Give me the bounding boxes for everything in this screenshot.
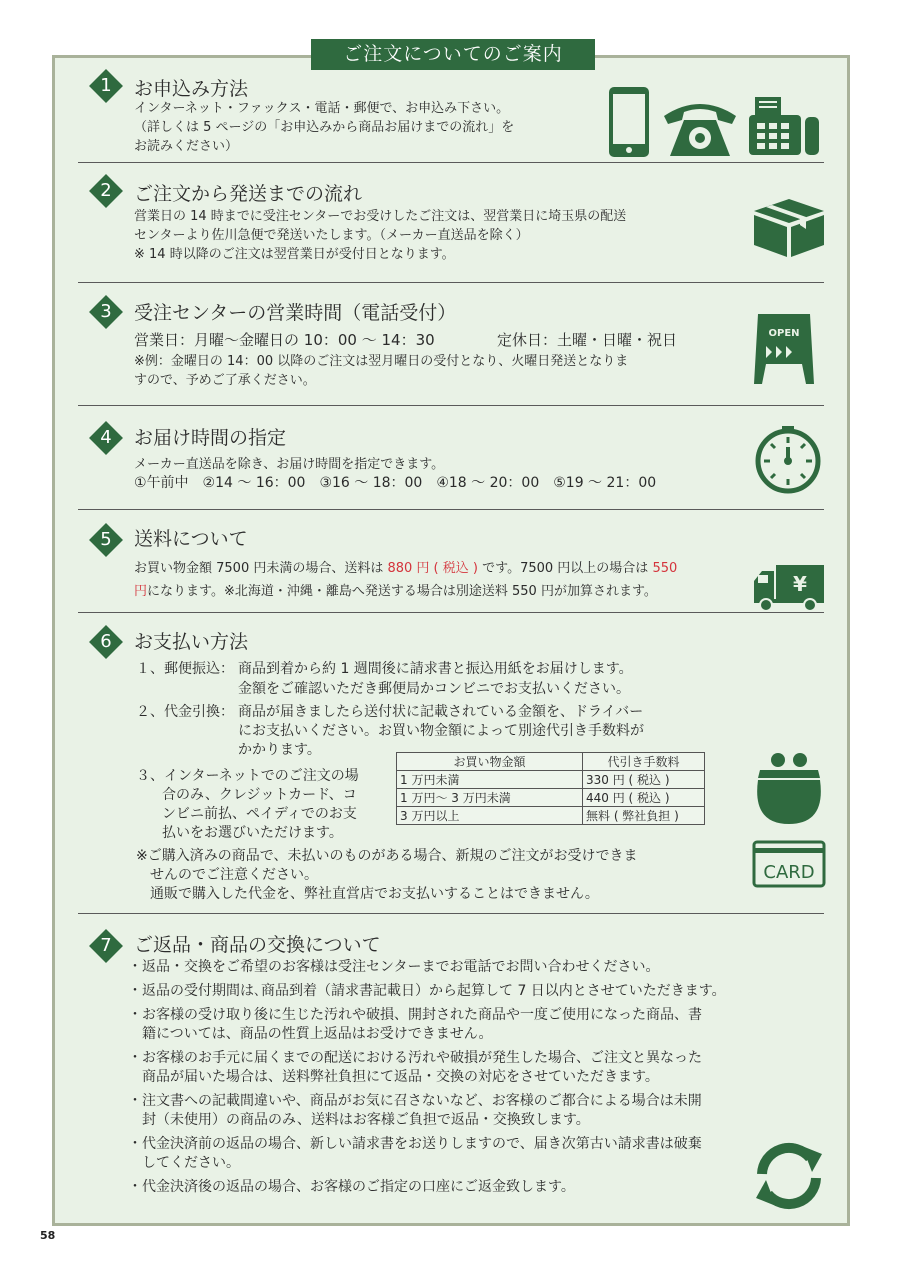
section-text: お読みください） — [134, 139, 239, 154]
divider — [78, 282, 824, 283]
table-row — [397, 771, 705, 789]
returns-text: ・返品の受付期間は､商品到着（請求書記載日）から起算して 7 日以内とさせていただきます。 — [128, 983, 726, 999]
section-text: ※ 14 時以降のご注文は翌営業日が受付日となります。 — [134, 247, 455, 262]
table-row — [397, 789, 705, 807]
shipping-fee-amount: 880 円 ( 税込 ) — [387, 561, 478, 576]
business-hours-text: 営業日：月曜～金曜日の 10：00 ～ 14：30 — [134, 331, 435, 349]
table-header-row — [397, 753, 705, 771]
table-cell: 330 円 ( 税込 ) — [583, 771, 705, 789]
section-text: メーカー直送品を除き、お届け時間を指定できます。 — [134, 457, 445, 472]
section-title-business-hours: 受注センターの営業時間（電話受付） — [134, 302, 457, 324]
section-text: （詳しくは 5 ページの「お申込みから商品お届けまでの流れ」を — [134, 120, 515, 135]
shipping-fee-text: 円になります。※北海道・沖縄・離島へ発送する場合は別途送料 550 円が加算されます。 — [134, 584, 657, 599]
section-number-6: 6 — [90, 626, 122, 658]
returns-text: ・代金決済後の返品の場合、お客様のご指定の口座にご返金致します。 — [128, 1179, 575, 1195]
returns-text: ・代金決済前の返品の場合、新しい請求書をお送りしますので、届き次第古い請求書は破棄 — [128, 1136, 702, 1152]
divider — [78, 405, 824, 406]
payment-item-text: 商品到着から約 1 週間後に請求書と振込用紙をお届けします。 — [238, 661, 633, 677]
section-title-order-method: お申込み方法 — [134, 78, 249, 100]
payment-item-label: １、郵便振込： — [136, 661, 234, 677]
shipping-fee-text: お買い物金額 7500 円未満の場合、送料は 880 円 ( 税込 ) です。7500 円以上の場合は 550 — [134, 561, 678, 576]
returns-text: 商品が届いた場合は、送料弊社負担にて返品・交換の対応をさせていただきます。 — [128, 1069, 659, 1085]
payment-item-text: かかります。 — [238, 742, 321, 758]
delivery-truck-icon — [752, 563, 826, 613]
payment-item-text: ンビニ前払、ペイディでのお支 — [162, 806, 357, 822]
returns-text: 封（未使用）の商品のみ、送料はお客様ご負担で返品・交換致します。 — [128, 1112, 590, 1128]
returns-text: ・注文書への記載間違いや、商品がお気に召さないなど、お客様のご都合による場合は未開 — [128, 1093, 702, 1109]
section-number-5: 5 — [90, 524, 122, 556]
returns-text: してください。 — [128, 1155, 240, 1171]
table-cell: 無料 ( 弊社負担 ) — [583, 807, 705, 825]
svg-text:OPEN: OPEN — [768, 328, 800, 339]
section-title-payment-method: お支払い方法 — [134, 631, 249, 653]
section-number-1: 1 — [90, 70, 122, 102]
section-title-shipping-fee: 送料について — [134, 528, 248, 550]
clock-icon — [752, 423, 824, 495]
payment-item-text: 払いをお選びいただけます。 — [162, 825, 343, 841]
returns-text: ・お客様のお手元に届くまでの配送における汚れや破損が発生した場合、ご注文と異なった — [128, 1050, 702, 1066]
table-row — [397, 807, 705, 825]
section-number-2: 2 — [90, 175, 122, 207]
svg-text:CARD: CARD — [763, 862, 815, 883]
payment-note: 通販で購入した代金を、弊社直営店でお支払いすることはできません。 — [150, 886, 599, 902]
table-header: 代引き手数料 — [583, 753, 705, 771]
section-number-4: 4 — [90, 422, 122, 454]
returns-text: ・返品・交換をご希望のお客様は受注センターまでお電話でお問い合わせください。 — [128, 959, 660, 975]
divider — [78, 162, 824, 163]
time-slots-text: ①午前中 ②14 ～ 16：00 ③16 ～ 18：00 ④18 ～ 20：00 ⑤19 ～ 21：00 — [134, 475, 657, 491]
section-text: すので、予めご了承ください。 — [134, 373, 316, 388]
payment-note: ※ご購入済みの商品で、未払いのものがある場合、新規のご注文がお受けできま — [136, 848, 638, 864]
divider — [78, 509, 824, 510]
fax-icon — [747, 95, 821, 157]
credit-card-icon — [752, 840, 826, 888]
section-text: インターネット・ファックス・電話・郵便で、お申込み下さい。 — [134, 101, 510, 116]
returns-text: 籍については、商品の性質上返品はお受けできません。 — [128, 1026, 493, 1042]
divider — [78, 612, 824, 613]
section-text: 営業日の 14 時までに受注センターでお受けしたご注文は、翌営業日に埼玉県の配送 — [134, 209, 627, 224]
payment-item-text: 金額をご確認いただき郵便局かコンビニでお支払いください。 — [238, 681, 630, 697]
table-cell: 3 万円以上 — [397, 807, 583, 825]
payment-item-label: ２、代金引換： — [136, 704, 234, 720]
page-number: 58 — [40, 1229, 56, 1242]
table-header: お買い物金額 — [397, 753, 583, 771]
section-number-7: 7 — [90, 930, 122, 962]
payment-item-text: にお支払いください。お買い物金額によって別途代引き手数料が — [238, 723, 644, 739]
svg-text:¥: ¥ — [793, 572, 807, 596]
holidays-text: 定休日：土曜・日曜・祝日 — [497, 331, 678, 349]
cod-fee-table — [396, 752, 705, 825]
table-cell: 440 円 ( 税込 ) — [583, 789, 705, 807]
table-cell: 1 万円未満 — [397, 771, 583, 789]
payment-note: せんのでご注意ください。 — [150, 867, 318, 883]
payment-item-text: ３、インターネットでのご注文の場 — [136, 768, 359, 784]
payment-item-text: 商品が届きましたら送付状に記載されている金額を、ドライバー — [238, 704, 644, 720]
returns-text: ・お客様の受け取り後に生じた汚れや破損、開封された商品や一度ご使用になった商品、書 — [128, 1007, 702, 1023]
section-title-shipping-flow: ご注文から発送までの流れ — [134, 183, 363, 205]
section-text: センターより佐川急便で発送いたします。（メーカー直送品を除く） — [134, 228, 529, 243]
section-number-3: 3 — [90, 296, 122, 328]
payment-item-text: 合のみ、クレジットカード、コ — [162, 787, 357, 803]
coin-purse-icon — [752, 750, 826, 826]
section-title-returns: ご返品・商品の交換について — [134, 934, 381, 956]
page-title: ご注文についてのご案内 — [311, 39, 595, 70]
exchange-arrows-icon — [752, 1140, 826, 1212]
section-text: ※例：金曜日の 14：00 以降のご注文は翌月曜日の受付となり、火曜日発送となりま — [134, 354, 629, 369]
smartphone-icon — [608, 86, 650, 158]
box-icon — [752, 195, 826, 259]
table-cell: 1 万円～ 3 万円未満 — [397, 789, 583, 807]
divider — [78, 913, 824, 914]
telephone-icon — [662, 96, 738, 158]
open-sign-icon — [752, 312, 816, 386]
section-title-delivery-time: お届け時間の指定 — [134, 427, 287, 449]
